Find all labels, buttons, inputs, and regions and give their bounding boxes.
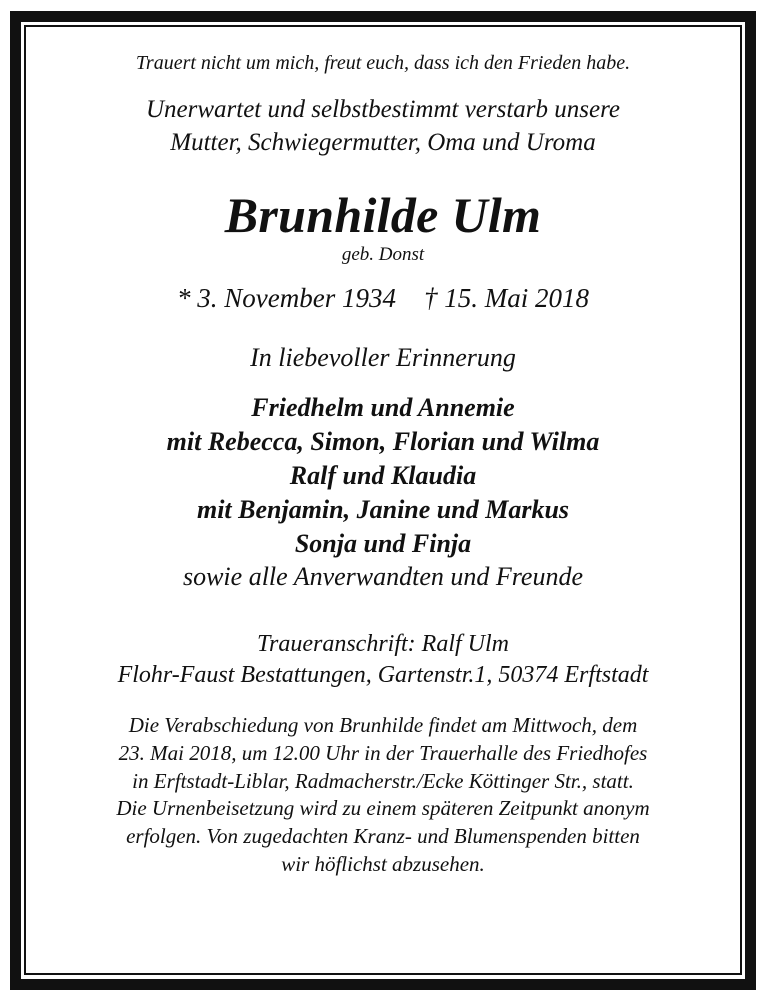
notice-line: wir höflichst abzusehen. — [281, 851, 485, 876]
notice-line: in Erftstadt-Liblar, Radmacherstr./Ecke Köttinger Str., statt. — [132, 768, 634, 793]
notice-line: erfolgen. Von zugedachten Kranz- und Blumenspenden bitten — [126, 824, 640, 849]
birth-name: geb. Donst — [341, 244, 425, 265]
life-dates — [26, 281, 740, 315]
notice-line: 23. Mai 2018, um 12.00 Uhr in der Trauerhalle des Friedhofes — [118, 740, 648, 765]
family-closing: sowie alle Anverwandten und Freunde — [182, 562, 584, 591]
family-member-line: mit Rebecca, Simon, Florian und Wilma — [166, 427, 600, 456]
family-list — [26, 391, 740, 593]
ceremony-notice — [26, 712, 740, 879]
family-member-line: Sonja und Finja — [294, 529, 472, 558]
intro-text — [26, 93, 740, 159]
family-member-line: Ralf und Klaudia — [289, 461, 477, 490]
address-line: Traueranschrift: Ralf Ulm — [256, 631, 509, 657]
family-member-line: Friedhelm und Annemie — [251, 393, 515, 422]
motto-quote: Trauert nicht um mich, freut euch, dass ich den Frieden habe. — [135, 52, 631, 74]
deceased-name: Brunhilde Ulm — [224, 187, 542, 243]
notice-line: Die Urnenbeisetzung wird zu einem späteren Zeitpunkt anonym — [116, 796, 650, 821]
mourning-address — [26, 629, 740, 691]
obituary-notice — [26, 27, 740, 879]
birth-date: * 3. November 1934 — [177, 283, 396, 313]
address-line: Flohr-Faust Bestattungen, Gartenstr.1, 50374 Erftstadt — [117, 662, 649, 688]
notice-line: Die Verabschiedung von Brunhilde findet am Mittwoch, dem — [128, 713, 638, 737]
family-member-line: mit Benjamin, Janine und Markus — [196, 495, 570, 524]
death-date: † 15. Mai 2018 — [423, 283, 589, 313]
remembrance-text: In liebevoller Erinnerung — [250, 343, 516, 372]
intro-line: Unerwartet und selbstbestimmt verstarb unsere — [145, 96, 621, 123]
intro-line: Mutter, Schwiegermutter, Oma und Uroma — [170, 129, 596, 156]
